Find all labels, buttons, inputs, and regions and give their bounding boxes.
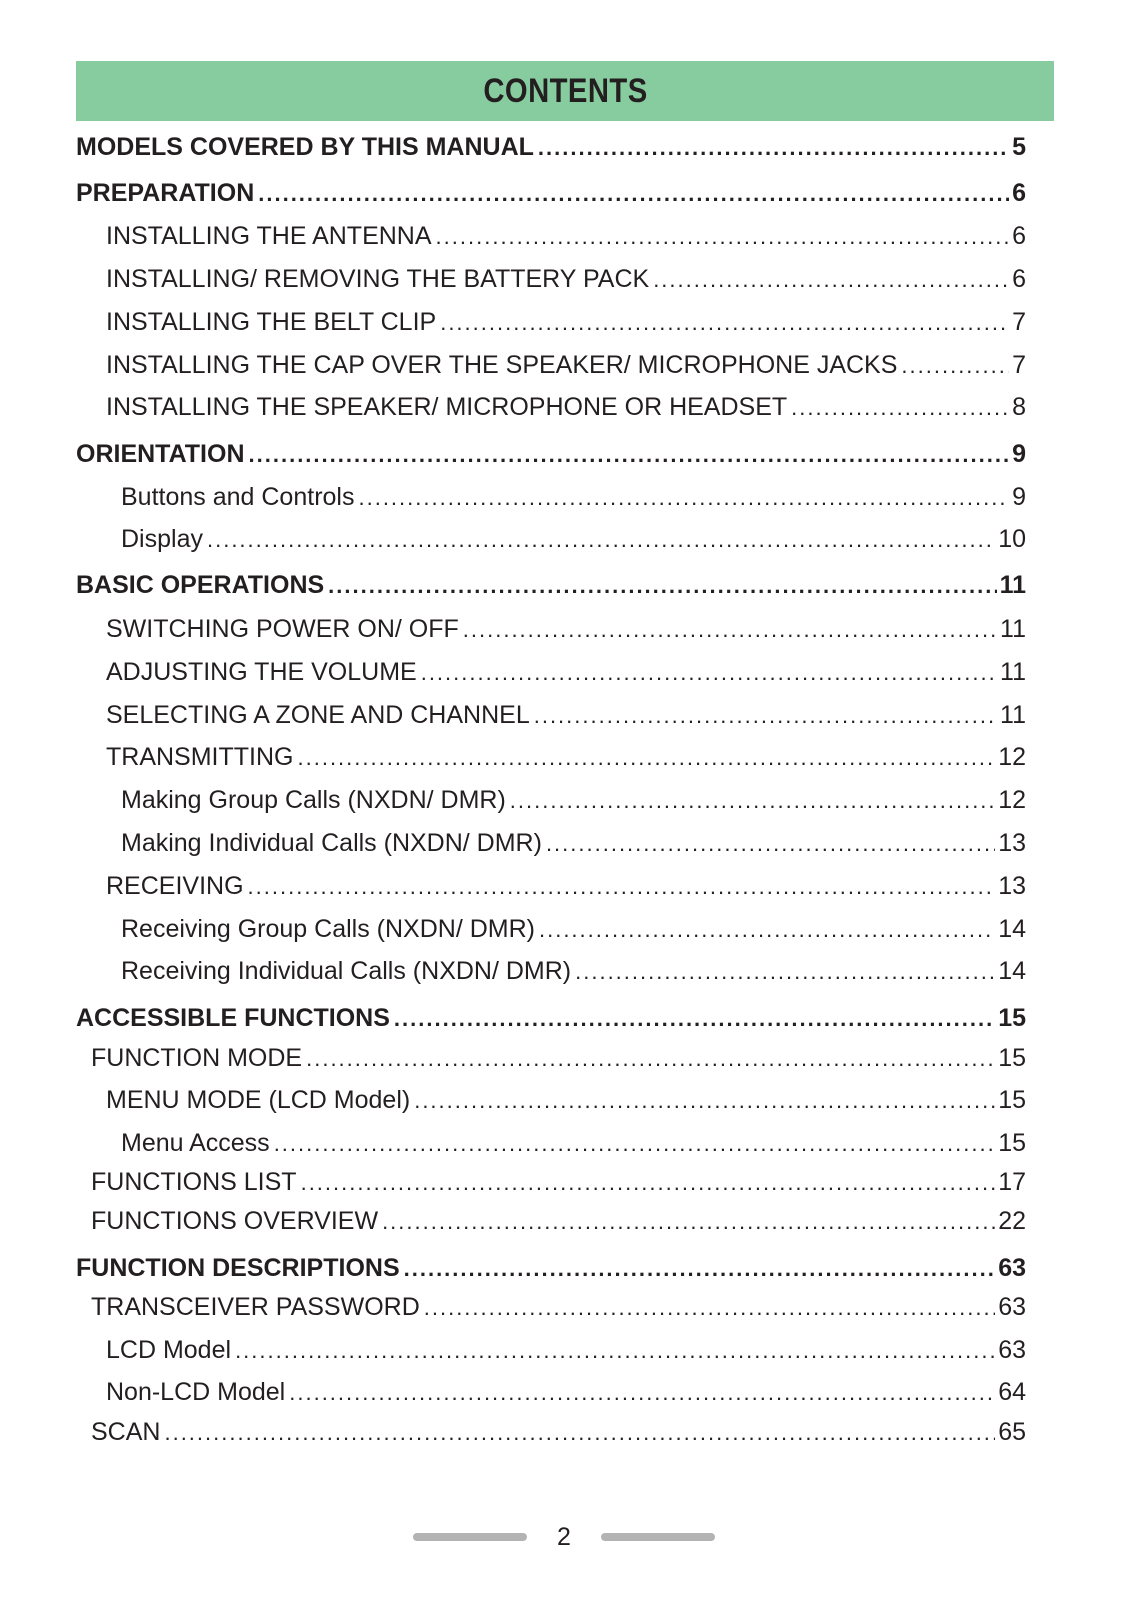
toc-entry-title: FUNCTIONS OVERVIEW [91, 1207, 379, 1235]
toc-dot-leader [901, 351, 1009, 381]
toc-entry[interactable] [121, 785, 1026, 816]
toc-entry-page-number: 9 [1012, 483, 1026, 511]
toc-dot-leader [538, 133, 1009, 163]
toc-dot-leader [534, 701, 997, 731]
toc-entry-title: ORIENTATION [76, 440, 245, 468]
toc-dot-leader [382, 1207, 995, 1237]
toc-entry-page-number: 15 [998, 1086, 1026, 1114]
toc-entry-page-number: 9 [1012, 440, 1026, 468]
toc-entry-title: FUNCTIONS LIST [91, 1168, 297, 1196]
toc-entry-title: INSTALLING THE SPEAKER/ MICROPHONE OR HEADSET [106, 393, 788, 421]
toc-entry-title: FUNCTION MODE [91, 1044, 303, 1072]
toc-dot-leader [248, 872, 996, 902]
toc-entry-title: ACCESSIBLE FUNCTIONS [76, 1004, 390, 1032]
toc-entry[interactable] [106, 1377, 1026, 1408]
toc-entry-page-number: 6 [1012, 265, 1026, 293]
footer-left-rule [413, 1533, 527, 1541]
toc-entry-page-number: 11 [1000, 615, 1026, 643]
toc-entry-title: MENU MODE (LCD Model) [106, 1086, 411, 1114]
toc-dot-leader [791, 393, 1009, 423]
toc-dot-leader [575, 957, 995, 987]
toc-entry[interactable] [106, 700, 1026, 731]
toc-entry-title: INSTALLING THE ANTENNA [106, 222, 432, 250]
toc-entry-title: Receiving Individual Calls (NXDN/ DMR) [121, 957, 572, 985]
toc-entry[interactable] [106, 614, 1026, 645]
toc-dot-leader [164, 1418, 995, 1448]
toc-entry-title: FUNCTION DESCRIPTIONS [76, 1254, 400, 1282]
toc-entry[interactable] [76, 570, 1026, 601]
toc-entry[interactable] [106, 1085, 1026, 1116]
toc-entry-title: SELECTING A ZONE AND CHANNEL [106, 701, 530, 729]
toc-entry[interactable] [106, 871, 1026, 902]
toc-dot-leader [306, 1044, 995, 1074]
toc-entry[interactable] [121, 956, 1026, 987]
toc-entry[interactable] [106, 657, 1026, 688]
toc-entry-page-number: 8 [1012, 393, 1026, 421]
toc-dot-leader [653, 265, 1009, 295]
toc-entry[interactable] [106, 742, 1026, 773]
toc-entry[interactable] [106, 350, 1026, 381]
toc-entry-title: BASIC OPERATIONS [76, 571, 325, 599]
toc-entry-page-number: 63 [998, 1254, 1026, 1282]
toc-entry[interactable] [76, 1253, 1026, 1284]
toc-entry[interactable] [106, 1335, 1026, 1366]
toc-dot-leader [404, 1254, 996, 1284]
toc-entry-title: INSTALLING THE BELT CLIP [106, 308, 437, 336]
toc-entry-title: LCD Model [106, 1336, 232, 1364]
page-number: 2 [557, 1523, 571, 1551]
toc-entry[interactable] [91, 1417, 1026, 1448]
toc-entry-page-number: 14 [998, 957, 1026, 985]
toc-entry-page-number: 17 [998, 1168, 1026, 1196]
toc-dot-leader [249, 440, 1010, 470]
page-footer [0, 1522, 1128, 1552]
footer-right-rule [601, 1533, 715, 1541]
toc-entry[interactable] [106, 307, 1026, 338]
toc-entry-page-number: 12 [998, 743, 1026, 771]
toc-entry-page-number: 12 [998, 786, 1026, 814]
toc-dot-leader [298, 743, 996, 773]
toc-entry-title: Non-LCD Model [106, 1378, 286, 1406]
toc-dot-leader [358, 483, 1009, 513]
toc-dot-leader [510, 786, 995, 816]
toc-dot-leader [289, 1378, 995, 1408]
toc-entry[interactable] [121, 524, 1026, 555]
contents-header-bar [76, 61, 1054, 121]
toc-entry-title: INSTALLING THE CAP OVER THE SPEAKER/ MICROPHONE JACKS [106, 351, 898, 379]
toc-entry-page-number: 14 [998, 915, 1026, 943]
toc-entry[interactable] [91, 1292, 1026, 1323]
toc-entry-title: INSTALLING/ REMOVING THE BATTERY PACK [106, 265, 650, 293]
toc-entry-page-number: 6 [1012, 179, 1026, 207]
toc-entry[interactable] [106, 221, 1026, 252]
toc-entry-page-number: 63 [998, 1293, 1026, 1321]
toc-entry[interactable] [91, 1043, 1026, 1074]
toc-entry-page-number: 64 [998, 1378, 1026, 1406]
toc-entry[interactable] [91, 1167, 1026, 1198]
toc-dot-leader [207, 525, 995, 555]
toc-dot-leader [235, 1336, 995, 1366]
toc-entry-title: Menu Access [121, 1129, 270, 1157]
toc-entry-title: SWITCHING POWER ON/ OFF [106, 615, 459, 643]
toc-dot-leader [421, 658, 997, 688]
toc-dot-leader [463, 615, 997, 645]
toc-entry-page-number: 11 [1000, 658, 1026, 686]
toc-entry-title: ADJUSTING THE VOLUME [106, 658, 417, 686]
toc-entry-title: PREPARATION [76, 179, 255, 207]
toc-entry-page-number: 7 [1012, 351, 1026, 379]
toc-entry[interactable] [121, 828, 1026, 859]
toc-dot-leader [394, 1004, 995, 1034]
toc-dot-leader [539, 915, 995, 945]
toc-entry-page-number: 7 [1012, 308, 1026, 336]
toc-dot-leader [440, 308, 1009, 338]
toc-entry-title: TRANSMITTING [106, 743, 294, 771]
toc-entry-title: Display [121, 525, 203, 553]
toc-dot-leader [414, 1086, 995, 1116]
toc-entry[interactable] [121, 482, 1026, 513]
toc-entry[interactable] [121, 914, 1026, 945]
toc-entry-page-number: 22 [998, 1207, 1026, 1235]
toc-entry[interactable] [76, 439, 1026, 470]
toc-entry-page-number: 65 [998, 1418, 1026, 1446]
toc-entry[interactable] [106, 392, 1026, 423]
toc-dot-leader [274, 1129, 996, 1159]
toc-entry-title: RECEIVING [106, 872, 244, 900]
toc-entry-title: Buttons and Controls [121, 483, 355, 511]
page-title: CONTENTS [482, 71, 648, 110]
toc-entry-page-number: 5 [1012, 133, 1026, 161]
toc-entry-title: MODELS COVERED BY THIS MANUAL [76, 133, 534, 161]
toc-entry[interactable] [76, 1003, 1026, 1034]
toc-entry-page-number: 10 [998, 525, 1026, 553]
toc-entry-title: TRANSCEIVER PASSWORD [91, 1293, 420, 1321]
toc-dot-leader [301, 1168, 996, 1198]
toc-entry-page-number: 13 [998, 829, 1026, 857]
toc-entry-page-number: 63 [998, 1336, 1026, 1364]
toc-dot-leader [328, 571, 996, 601]
toc-entry-title: Making Individual Calls (NXDN/ DMR) [121, 829, 542, 857]
toc-dot-leader [436, 222, 1010, 252]
toc-entry-page-number: 11 [1000, 701, 1026, 729]
toc-entry-page-number: 15 [998, 1004, 1026, 1032]
toc-entry[interactable] [121, 1128, 1026, 1159]
toc-entry-title: Making Group Calls (NXDN/ DMR) [121, 786, 506, 814]
toc-dot-leader [546, 829, 995, 859]
toc-entry-page-number: 11 [999, 571, 1026, 599]
toc-entry-page-number: 15 [998, 1129, 1026, 1157]
toc-entry[interactable] [76, 132, 1026, 163]
toc-entry[interactable] [91, 1206, 1026, 1237]
toc-dot-leader [424, 1293, 995, 1323]
toc-entry[interactable] [106, 264, 1026, 295]
toc-dot-leader [258, 179, 1009, 209]
toc-entry-page-number: 13 [998, 872, 1026, 900]
toc-entry-title: SCAN [91, 1418, 161, 1446]
toc-entry-title: Receiving Group Calls (NXDN/ DMR) [121, 915, 535, 943]
toc-entry-page-number: 6 [1012, 222, 1026, 250]
toc-entry[interactable] [76, 178, 1026, 209]
toc-entry-page-number: 15 [998, 1044, 1026, 1072]
